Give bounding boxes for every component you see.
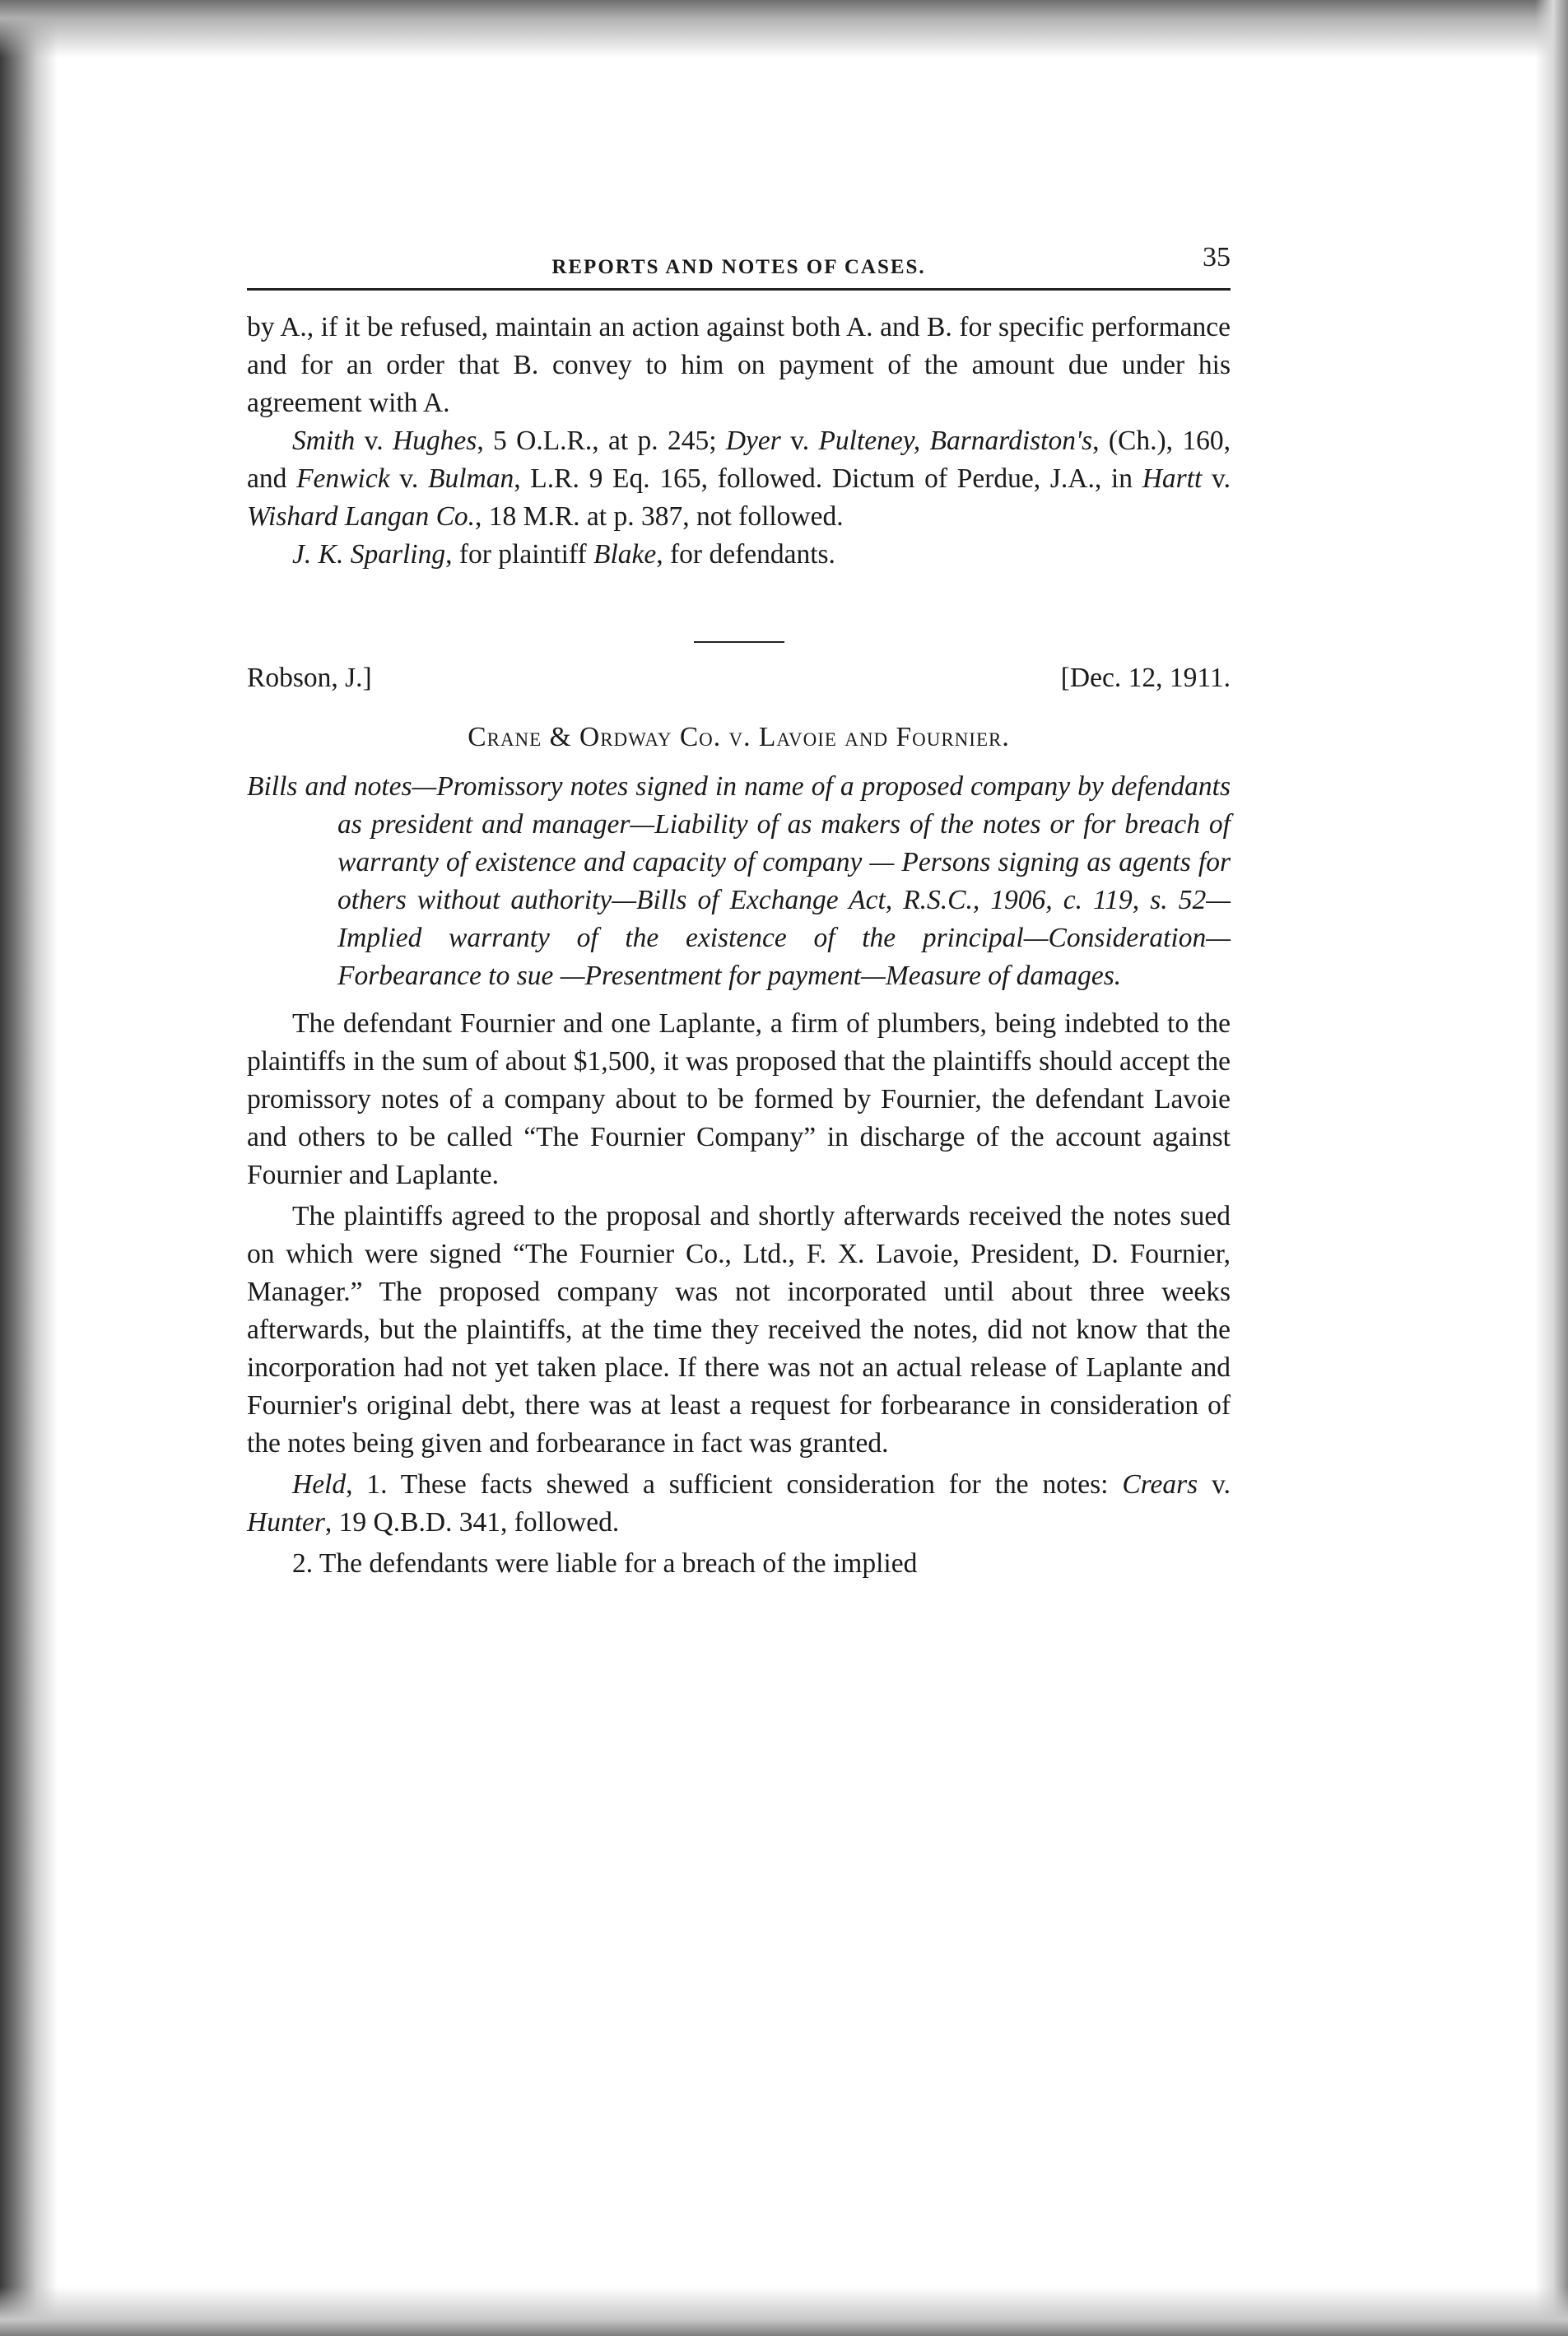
document-page <box>247 239 1231 1583</box>
citation-run: v. <box>355 426 393 456</box>
citation-run: , 5 O.L.R., at p. 245; <box>477 426 726 456</box>
case-title: Crane & Ordway Co. v. Lavoie and Fournier. <box>468 722 1010 752</box>
citations-paragraph <box>247 422 1231 536</box>
counsel-run: Blake <box>593 539 657 570</box>
counsel-run: J. K. Sparling <box>292 539 446 570</box>
held-run: Crears <box>1122 1469 1198 1500</box>
running-title: REPORTS AND NOTES OF CASES. <box>551 256 926 278</box>
citation-run: Hartt <box>1142 463 1203 494</box>
citation-run: v. <box>780 426 819 456</box>
facts-paragraph-2: The plaintiffs agreed to the proposal and shortly afterwards received the notes sued on which were signed “The Fournier Co., Ltd., F. X. Lavoie, President, D. Fournier, Manager.” The proposed company was not incorporated until about three weeks afterwards, but the plaintiffs, at the time they received the notes, did not know that the incorporation had not yet taken place. If there was not an actual release of Laplante and Fournier's original debt, there was at least a request for forbearance in consideration of the notes being given and forbearance in fact was granted. <box>247 1201 1231 1459</box>
running-head <box>247 239 1231 291</box>
citation-run: Smith <box>292 426 356 456</box>
citation-run: , 18 M.R. at p. 387, not followed. <box>475 501 844 532</box>
held-run: Hunter <box>247 1507 325 1538</box>
citation-run: Pulteney, Barnardiston's <box>818 426 1093 456</box>
citation-run: , L.R. 9 Eq. 165, followed. Dictum of Perdue, J.A., in <box>514 463 1142 494</box>
citation-run: , (Ch.), 160, and <box>247 426 1231 494</box>
case-date: [Dec. 12, 1911. <box>1060 663 1231 693</box>
held-run: , 1. These facts shewed a sufficient consideration for the notes: <box>346 1469 1123 1500</box>
citation-run: Wishard Langan Co. <box>247 501 476 532</box>
citation-run: Hughes <box>392 426 477 456</box>
section-divider <box>694 641 784 643</box>
counsel-run: , for plaintiff <box>445 539 593 570</box>
held-paragraph <box>247 1466 1231 1542</box>
citation-run: Fenwick <box>296 463 390 494</box>
scan-edge-left <box>0 0 58 2336</box>
citation-run: Bulman <box>427 463 514 494</box>
counsel-line <box>247 536 1231 574</box>
held-run: , 19 Q.B.D. 341, followed. <box>324 1507 620 1538</box>
case-judge-date-line <box>247 659 1231 702</box>
case-headnote: Bills and notes—Promissory notes signed in name of a proposed company by defendants as president and manager—Liability of as makers of the notes or for breach of warranty of existence and capacity of company — Persons signing as agents for others without authority—Bills of Exchange Act, R.S.C., 1906, c. 119, s. 52—Implied warranty of the existence of the principal—Consideration—Forbearance to sue —Presentment for payment—Measure of damages. <box>247 771 1231 991</box>
held-run: v. <box>1198 1469 1231 1500</box>
citation-run: v. <box>389 463 428 494</box>
scan-edge-right <box>1535 0 1568 2336</box>
citation-run: v. <box>1202 463 1231 494</box>
continued-paragraph: by A., if it be refused, maintain an action against both A. and B. for specific performance and for an order that B. convey to him on payment of the amount due under his agreement with A. <box>247 312 1231 418</box>
page-number: 35 <box>1203 242 1231 272</box>
case-judge: Robson, J.] <box>247 663 372 693</box>
scan-edge-top <box>0 0 1568 58</box>
citation-run: Dyer <box>725 426 781 456</box>
held-run: Held <box>292 1469 347 1500</box>
held-point-2: 2. The defendants were liable for a breach of the implied <box>292 1548 918 1579</box>
counsel-run: , for defendants. <box>656 539 835 570</box>
scan-edge-bottom <box>0 2287 1568 2336</box>
facts-paragraph-1: The defendant Fournier and one Laplante, a firm of plumbers, being indebted to the plaintiffs in the sum of about $1,500, it was proposed that the plaintiffs should accept the promissory notes of a company about to be formed by Fournier, the defendant Lavoie and others to be called “The Fournier Company” in discharge of the account against Fournier and Laplante. <box>247 1008 1231 1190</box>
